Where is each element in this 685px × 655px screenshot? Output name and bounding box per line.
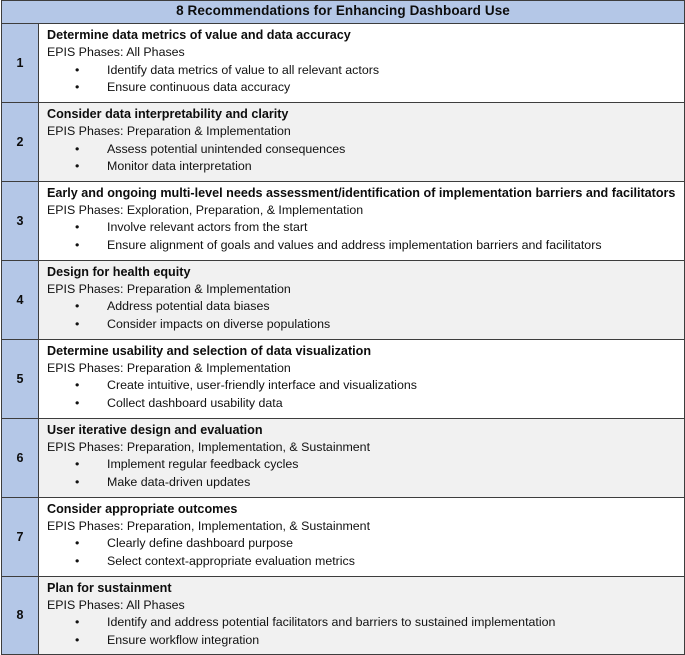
recommendation-bullet-list xyxy=(47,62,678,97)
list-item xyxy=(47,535,678,553)
epis-phases-label: EPIS Phases: Preparation, Implementation, & Sustainment xyxy=(47,439,371,454)
bullet-icon: • xyxy=(75,632,80,647)
row-number-cell: 1 xyxy=(2,23,39,102)
row-number-cell: 5 xyxy=(2,339,39,418)
recommendation-cell xyxy=(39,576,685,655)
table-header-row xyxy=(2,1,685,24)
bullet-icon: • xyxy=(75,299,80,314)
list-item-label: Identify data metrics of value to all relevant actors xyxy=(107,62,380,77)
table-row xyxy=(2,497,685,576)
epis-phases-label: EPIS Phases: Preparation, Implementation, & Sustainment xyxy=(47,518,371,533)
recommendation-cell xyxy=(39,23,685,102)
table-row xyxy=(2,23,685,102)
epis-phases-label: EPIS Phases: Preparation & Implementation xyxy=(47,123,291,138)
list-item-label: Assess potential unintended consequences xyxy=(107,141,346,156)
list-item xyxy=(47,553,678,571)
list-item xyxy=(47,141,678,159)
recommendations-table xyxy=(1,0,685,655)
row-number-cell: 2 xyxy=(2,102,39,181)
recommendation-title: Consider appropriate outcomes xyxy=(47,501,238,516)
recommendation-cell xyxy=(39,181,685,260)
recommendation-bullet-list xyxy=(47,614,678,649)
bullet-icon: • xyxy=(75,317,80,332)
bullet-icon: • xyxy=(75,457,80,472)
bullet-icon: • xyxy=(75,141,80,156)
recommendation-cell xyxy=(39,339,685,418)
bullet-icon: • xyxy=(75,62,80,77)
bullet-icon: • xyxy=(75,615,80,630)
list-item xyxy=(47,456,678,474)
table-title: 8 Recommendations for Enhancing Dashboard Use xyxy=(2,1,685,24)
list-item xyxy=(47,395,678,413)
bullet-icon: • xyxy=(75,80,80,95)
epis-phases-label: EPIS Phases: All Phases xyxy=(47,44,185,59)
list-item-label: Clearly define dashboard purpose xyxy=(107,536,293,551)
list-item-label: Monitor data interpretation xyxy=(107,159,252,174)
list-item xyxy=(47,298,678,316)
table-row xyxy=(2,102,685,181)
table-row xyxy=(2,339,685,418)
bullet-icon: • xyxy=(75,474,80,489)
list-item-label: Ensure continuous data accuracy xyxy=(107,80,291,95)
list-item xyxy=(47,377,678,395)
bullet-icon: • xyxy=(75,238,80,253)
recommendation-cell xyxy=(39,418,685,497)
recommendation-bullet-list xyxy=(47,141,678,176)
table-row xyxy=(2,181,685,260)
list-item xyxy=(47,158,678,176)
row-number-cell: 8 xyxy=(2,576,39,655)
bullet-icon: • xyxy=(75,553,80,568)
recommendation-title: User iterative design and evaluation xyxy=(47,422,263,437)
recommendation-bullet-list xyxy=(47,456,678,491)
table-body xyxy=(2,23,685,655)
list-item xyxy=(47,614,678,632)
bullet-icon: • xyxy=(75,159,80,174)
recommendation-title: Plan for sustainment xyxy=(47,580,172,595)
recommendation-title: Consider data interpretability and clarity xyxy=(47,106,289,121)
recommendation-bullet-list xyxy=(47,219,678,254)
table-row xyxy=(2,576,685,655)
table-header xyxy=(2,1,685,24)
recommendation-bullet-list xyxy=(47,377,678,412)
list-item xyxy=(47,316,678,334)
row-number-cell: 3 xyxy=(2,181,39,260)
row-number-cell: 7 xyxy=(2,497,39,576)
epis-phases-label: EPIS Phases: All Phases xyxy=(47,597,185,612)
list-item-label: Ensure workflow integration xyxy=(107,632,260,647)
recommendation-bullet-list xyxy=(47,298,678,333)
list-item xyxy=(47,219,678,237)
recommendation-title: Design for health equity xyxy=(47,264,191,279)
list-item-label: Identify and address potential facilitators and barriers to sustained implementation xyxy=(107,615,556,630)
list-item-label: Create intuitive, user-friendly interface and visualizations xyxy=(107,378,417,393)
list-item-label: Select context-appropriate evaluation metrics xyxy=(107,553,355,568)
recommendation-cell xyxy=(39,102,685,181)
recommendation-cell xyxy=(39,260,685,339)
list-item xyxy=(47,474,678,492)
epis-phases-label: EPIS Phases: Preparation & Implementation xyxy=(47,360,291,375)
list-item-label: Make data-driven updates xyxy=(107,474,251,489)
list-item xyxy=(47,79,678,97)
list-item-label: Implement regular feedback cycles xyxy=(107,457,299,472)
bullet-icon: • xyxy=(75,220,80,235)
table-row xyxy=(2,260,685,339)
epis-phases-label: EPIS Phases: Preparation & Implementation xyxy=(47,281,291,296)
table-row xyxy=(2,418,685,497)
list-item xyxy=(47,62,678,80)
recommendation-title: Determine data metrics of value and data accuracy xyxy=(47,27,351,42)
bullet-icon: • xyxy=(75,536,80,551)
recommendation-title: Determine usability and selection of data visualization xyxy=(47,343,372,358)
list-item-label: Consider impacts on diverse populations xyxy=(107,317,331,332)
list-item xyxy=(47,632,678,650)
recommendation-bullet-list xyxy=(47,535,678,570)
list-item-label: Collect dashboard usability data xyxy=(107,396,283,410)
recommendation-cell xyxy=(39,497,685,576)
row-number-cell: 6 xyxy=(2,418,39,497)
row-number-cell: 4 xyxy=(2,260,39,339)
epis-phases-label: EPIS Phases: Exploration, Preparation, & Implementation xyxy=(47,202,364,217)
bullet-icon: • xyxy=(75,378,80,393)
list-item xyxy=(47,237,678,255)
list-item-label: Ensure alignment of goals and values and address implementation barriers and facilitators xyxy=(107,238,602,253)
recommendation-title: Early and ongoing multi-level needs assessment/identification of implementation barriers and facilitators xyxy=(47,185,676,200)
list-item-label: Involve relevant actors from the start xyxy=(107,220,308,235)
list-item-label: Address potential data biases xyxy=(107,299,270,314)
bullet-icon: • xyxy=(75,396,80,410)
